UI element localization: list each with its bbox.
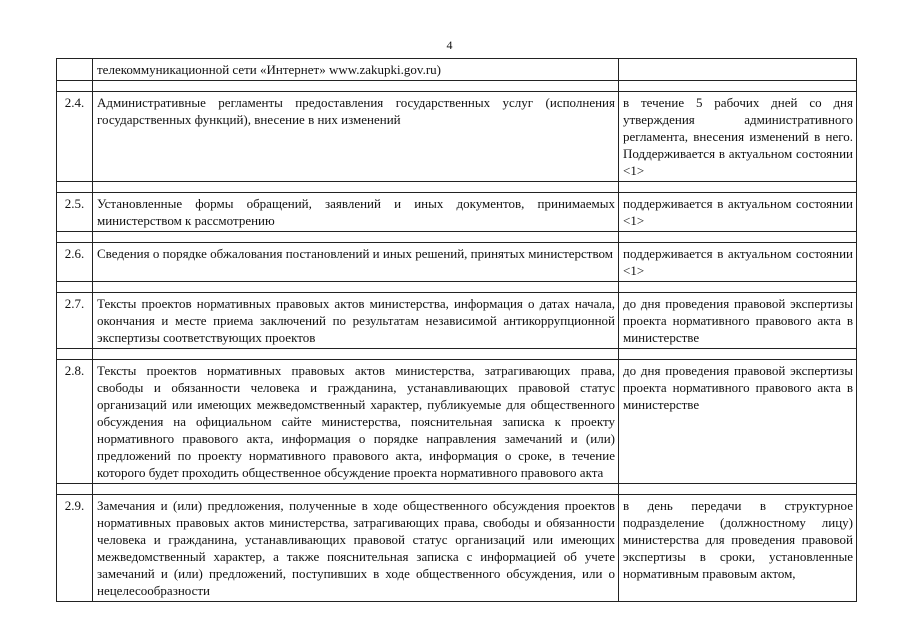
row-number-cell: 2.7. bbox=[57, 293, 93, 349]
row-text-cell: Тексты проектов нормативных правовых актов министерства, затрагивающих права, свободы и обязанности человека и гражданина, устанавливающих правовой статус организаций или имеющих межведомственный характер, публикуемые для общественного обсуждения на официальном сайте министерства, пояснительная записка к проекту нормативного правового акта, информация о порядке направления замечаний и (или) предложений по проекту нормативного правового акта, информация о сроке, в течение которого будет проходить общественное обсуждение проекта нормативного правового акта bbox=[93, 360, 619, 484]
row-number-cell bbox=[57, 59, 93, 81]
row-term-cell: в течение 5 рабочих дней со дня утверждения административного регламента, внесения изменений в него. Поддерживается в актуальном состоянии <1> bbox=[619, 92, 857, 182]
row-number-cell: 2.5. bbox=[57, 193, 93, 232]
row-text-cell: телекоммуникационной сети «Интернет» www.zakupki.gov.ru) bbox=[93, 59, 619, 81]
table-row bbox=[57, 92, 857, 182]
table-gap bbox=[57, 484, 857, 495]
table-gap bbox=[57, 182, 857, 193]
row-term-cell: в день передачи в структурное подразделение (должностному лицу) министерства для проведения правовой экспертизы в сроки, установленные нормативным правовым актом, bbox=[619, 495, 857, 602]
row-term-cell: до дня проведения правовой экспертизы проекта нормативного правового акта в министерстве bbox=[619, 293, 857, 349]
row-text-cell: Тексты проектов нормативных правовых актов министерства, информация о датах начала, окончания и месте приема заключений по результатам независимой антикоррупционной экспертизы соответствующих проектов bbox=[93, 293, 619, 349]
table-gap bbox=[57, 282, 857, 293]
table-gap bbox=[57, 349, 857, 360]
row-term-cell: до дня проведения правовой экспертизы проекта нормативного правового акта в министерстве bbox=[619, 360, 857, 484]
table-row bbox=[57, 293, 857, 349]
row-number-cell: 2.6. bbox=[57, 243, 93, 282]
row-text-cell: Сведения о порядке обжалования постановлений и иных решений, принятых министерством bbox=[93, 243, 619, 282]
document-table bbox=[56, 58, 857, 602]
row-term-cell: поддерживается в актуальном состоянии <1> bbox=[619, 193, 857, 232]
row-term-cell: поддерживается в актуальном состоянии <1> bbox=[619, 243, 857, 282]
row-text-cell: Замечания и (или) предложения, полученные в ходе общественного обсуждения проектов нормативных правовых актов министерства, затрагивающих права, свободы и обязанности человека и гражданина, устанавливающих правовой статус организаций или имеющих межведомственный характер, а также пояснительная записка с информацией об учете замечаний и (или) предложений, поступивших в ходе общественного обсуждения, или о нецелесообразности bbox=[93, 495, 619, 602]
table-row-continued bbox=[57, 59, 857, 81]
table-row bbox=[57, 360, 857, 484]
table-gap bbox=[57, 232, 857, 243]
table-row bbox=[57, 243, 857, 282]
table-row bbox=[57, 193, 857, 232]
row-term-cell bbox=[619, 59, 857, 81]
page-number: 4 bbox=[446, 38, 453, 52]
row-number-cell: 2.9. bbox=[57, 495, 93, 602]
row-number-cell: 2.8. bbox=[57, 360, 93, 484]
row-number-cell: 2.4. bbox=[57, 92, 93, 182]
row-text-cell: Установленные формы обращений, заявлений и иных документов, принимаемых министерством к рассмотрению bbox=[93, 193, 619, 232]
table-row bbox=[57, 495, 857, 602]
table-gap bbox=[57, 81, 857, 92]
row-text-cell: Административные регламенты предоставления государственных услуг (исполнения государственных функций), внесение в них изменений bbox=[93, 92, 619, 182]
